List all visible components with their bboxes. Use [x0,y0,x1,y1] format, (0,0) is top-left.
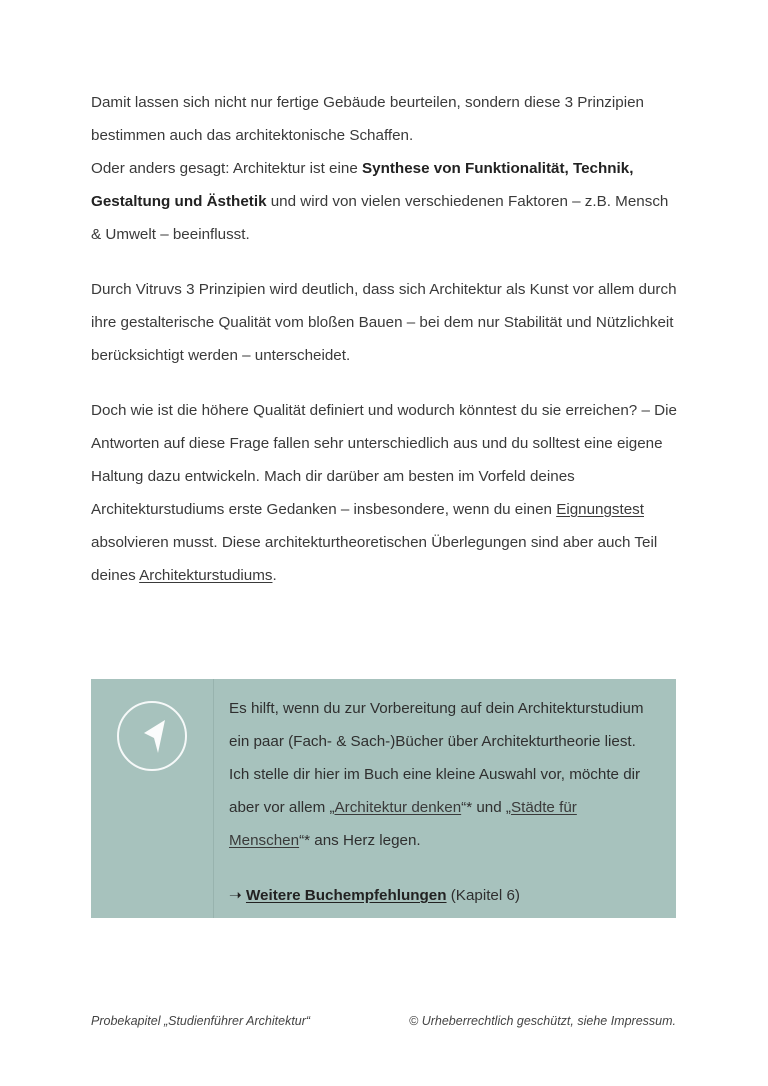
callout-text-pre: Es hilft, wenn du zur Vorbereitung auf dein Architekturstudium ein paar (Fach- & Sach-)Bücher über Architekturtheorie liest. Ich stelle dir hier im Buch eine kleine Auswahl vor, möchte dir aber vor allem „ [229,700,644,816]
paragraph-principles [91,86,681,251]
callout-text [214,679,676,918]
link-eignungstest[interactable]: Eignungstest [556,501,644,518]
main-content [91,86,681,614]
link-architekturstudium[interactable]: Architekturstudiums [139,567,273,584]
paragraph-quality-pre: Doch wie ist die höhere Qualität definiert und wodurch könntest du sie erreichen? – Die Antworten auf diese Frage fallen sehr unterschiedlich aus und du solltest eine eigene Haltung dazu entwickeln. Mach dir darüber am besten im Vorfeld deines Architekturstudiums erste Gedanken – insbesondere, wenn du einen [91,402,677,518]
paragraph-synthesis-post: und wird von vielen verschiedenen Faktoren – z.B. Mensch & Umwelt – beeinflusst. [91,193,669,243]
callout-icon-column [91,679,214,918]
paragraph-quality [91,394,681,592]
arrow-right-icon: ➝ [229,887,242,904]
paragraph-quality-mid: absolvieren musst. Diese architekturtheoretischen Überlegungen sind aber auch Teil deines [91,534,658,584]
paragraph-synthesis-pre: Oder anders gesagt: Architektur ist eine [91,160,362,177]
callout-paragraph [229,692,656,857]
paragraph-principles-line1: Damit lassen sich nicht nur fertige Gebäude beurteilen, sondern diese 3 Prinzipien bestimmen auch das architektonische Schaffen. [91,94,644,144]
synthesis-highlight: Synthese von Funktionalität, Technik, Gestaltung und Ästhetik [91,160,634,210]
cta-suffix: (Kapitel 6) [446,887,520,904]
compass-arrow-icon [116,700,188,772]
tip-callout [91,679,676,918]
link-staedte-fuer-menschen[interactable]: Städte für Menschen [229,799,577,849]
paragraph-vitruv: Durch Vitruvs 3 Prinzipien wird deutlich, dass sich Architektur als Kunst vor allem durch ihre gestalterische Qualität vom bloßen Bauen – bei dem nur Stabilität und Nützlichkeit berücksichtigt werden – unterscheidet. [91,281,677,364]
footer-copyright: © Urheberrechtlich geschützt, siehe Impressum. [409,1014,676,1028]
callout-text-mid: “* und „ [461,799,511,816]
link-architektur-denken[interactable]: Architektur denken [334,799,462,816]
link-weitere-buchempfehlungen[interactable]: Weitere Buchempfehlungen [245,887,447,904]
paragraph-quality-post: . [272,567,277,584]
callout-cta-line [229,879,656,912]
callout-text-post: “* ans Herz legen. [299,832,421,849]
footer-title: Probekapitel „Studienführer Architektur“ [91,1014,311,1028]
